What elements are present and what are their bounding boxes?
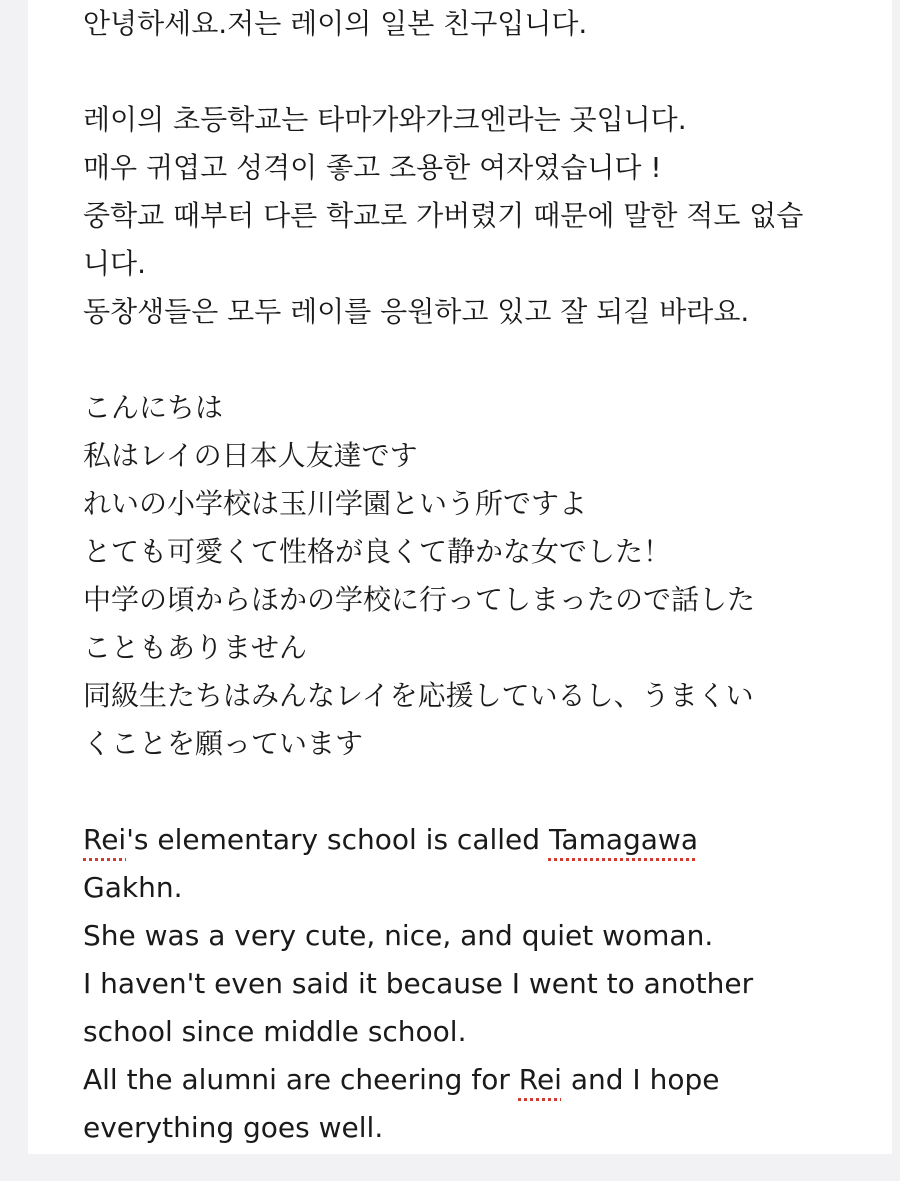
english-line: [83, 816, 873, 864]
english-line: everything goes well.: [83, 1111, 384, 1144]
english-line: Gakhn.: [83, 871, 183, 904]
spellcheck-word-rei[interactable]: Rei: [518, 1063, 562, 1096]
blank-line: [83, 768, 873, 816]
japanese-line: とても可愛くて性格が良くて静かな女でした！: [83, 535, 672, 568]
japanese-line: こんにちは: [83, 391, 224, 424]
korean-line: 동창생들은 모두 레이를 응원하고 있고 잘 되길 바라요.: [83, 295, 750, 328]
korean-line: 니다.: [83, 247, 146, 280]
korean-greeting: 안녕하세요.저는 레이의 일본 친구입니다.: [83, 7, 588, 40]
english-line: school since middle school.: [83, 1015, 467, 1048]
message-text-area[interactable]: [83, 0, 873, 1152]
english-text: All the alumni are cheering for: [83, 1063, 519, 1096]
spellcheck-word-tamagawa[interactable]: Tamagawa: [548, 823, 698, 856]
message-card: [28, 0, 892, 1154]
blank-line: [83, 336, 873, 384]
english-line: I haven't even said it because I went to another: [83, 967, 754, 1000]
japanese-line: れいの小学校は玉川学園という所ですよ: [83, 487, 588, 520]
japanese-line: こともありません: [83, 631, 308, 664]
english-text: and I hope: [561, 1063, 720, 1096]
japanese-line: くことを願っています: [83, 727, 364, 760]
blank-line: [83, 48, 873, 96]
english-line: [83, 1056, 873, 1104]
japanese-line: 同級生たちはみんなレイを応援しているし、うまくい: [83, 679, 754, 712]
english-line: She was a very cute, nice, and quiet woman.: [83, 919, 714, 952]
english-text: 's elementary school is called: [126, 823, 549, 856]
japanese-line: 私はレイの日本人友達です: [83, 439, 418, 472]
japanese-line: 中学の頃からほかの学校に行ってしまったので話した: [83, 583, 756, 616]
korean-line: 레이의 초등학교는 타마가와가크엔라는 곳입니다.: [83, 103, 687, 136]
korean-line: 중학교 때부터 다른 학교로 가버렸기 때문에 말한 적도 없습: [83, 199, 804, 232]
korean-line: 매우 귀엽고 성격이 좋고 조용한 여자였습니다 !: [83, 151, 662, 184]
spellcheck-word-rei[interactable]: Rei: [83, 823, 127, 856]
